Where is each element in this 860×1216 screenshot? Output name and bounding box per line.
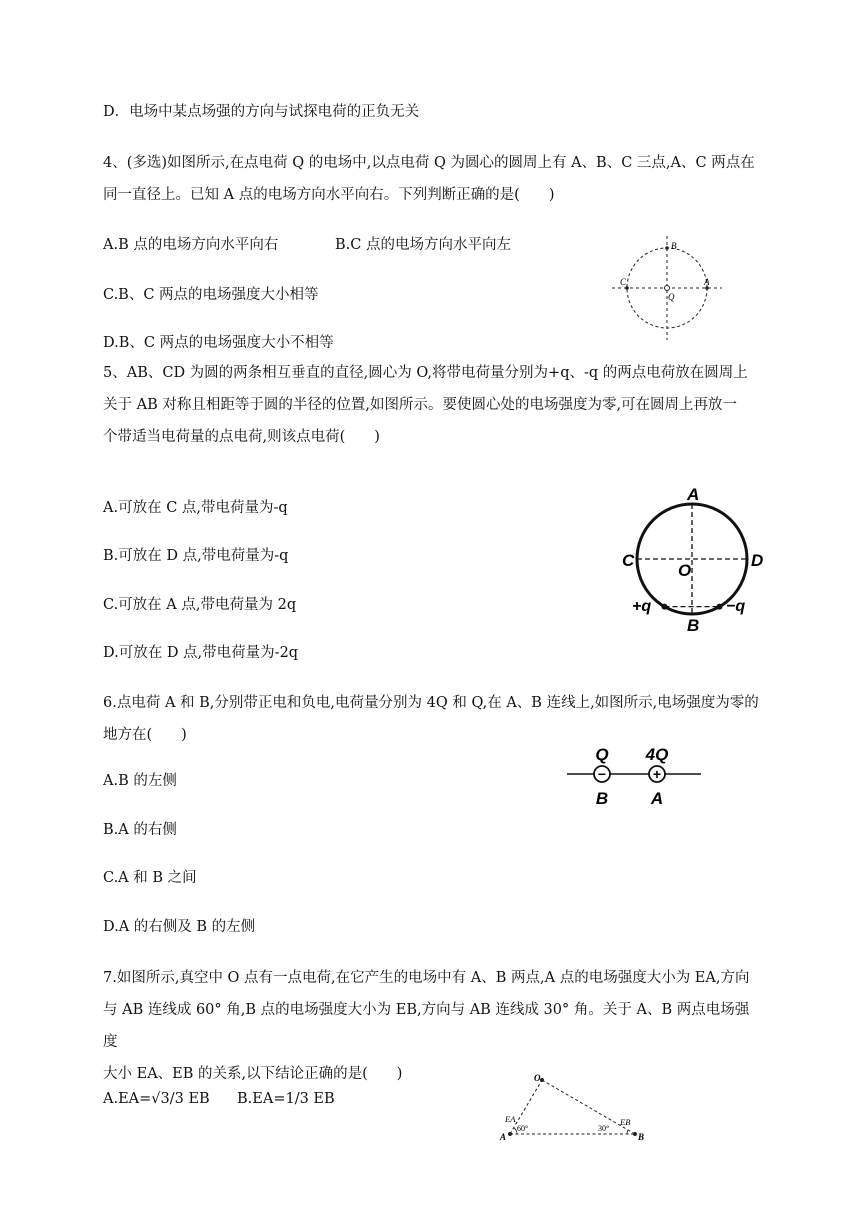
q4-option-d: D.B、C 两点的电场强度大小不相等 [103,335,334,351]
q5-label-c: C [622,551,635,570]
q7-angle-60: 60° [517,1124,529,1133]
q7-stem-line3: 大小 EA、EB 的关系,以下结论正确的是( ) [103,1066,403,1082]
q7-stem [103,962,763,1090]
q5-option-b: B.可放在 D 点,带电荷量为-q [103,548,289,564]
q5-stem-line2: 关于 AB 对称且相距等于圆的半径的位置,如图所示。要使圆心处的电场强度为零,可在圆周上再放一 [103,397,738,413]
q5-stem-line1: 5、AB、CD 为圆的两条相互垂直的直径,圆心为 O,将带电荷量分别为+q、-q 的两点电荷放在圆周上 [103,365,748,381]
q5-label-minus-q: −q [726,598,746,615]
q4-stem-line1: 4、(多选)如图所示,在点电荷 Q 的电场中,以点电荷 Q 为圆心的圆周上有 A、B、C 三点,A、C 两点在 [103,155,755,171]
q4-label-b: B [671,241,677,251]
q6-option-b: B.A 的右侧 [103,822,177,838]
q6-stem-line2: 地方在( ) [103,727,187,743]
q5-option-d: D.可放在 D 点,带电荷量为-2q [103,645,299,661]
q7-label-o: O [534,1073,541,1083]
q7-label-ea: EA [505,1114,516,1124]
q5-figure [612,484,772,636]
q6-label-a: A [650,789,664,808]
q7-point-b [633,1132,637,1136]
q6-stem-line1: 6.点电荷 A 和 B,分别带正电和负电,电荷量分别为 4Q 和 Q,在 A、B 连线上,如图所示,电场强度为零的 [103,695,759,711]
q7-point-o [540,1078,544,1082]
q6-option-d: D.A 的右侧及 B 的左侧 [103,919,256,935]
q4-option-c: C.B、C 两点的电场强度大小相等 [103,287,319,303]
q6-label-q: Q [595,745,609,764]
q7-option-b: B.EA=1/3 EB [237,1091,335,1107]
q4-figure [608,232,726,344]
q6-label-4q: 4Q [645,745,669,764]
q4-point-b [665,246,669,250]
q5-label-plus-q: +q [632,598,652,615]
q5-charge-plus [662,604,668,610]
q5-label-o: O [678,561,692,580]
q7-stem-line2: 与 AB 连线成 60° 角,B 点的电场强度大小为 EB,方向与 AB 连线成 30° 角。关于 A、B 两点电场强度 [103,1002,750,1050]
q4-label-a: A [704,277,710,287]
q7-label-a: A [500,1132,507,1142]
q6-option-a: A.B 的左侧 [103,773,177,789]
q4-label-c: C [620,277,627,287]
q7-label-b: B [638,1132,645,1142]
q6-figure [565,740,705,808]
q5-label-b: B [687,616,700,635]
q4-stem [103,147,763,211]
q5-option-c: C.可放在 A 点,带电荷量为 2q [103,597,297,613]
q5-stem-line3: 个带适当电荷量的点电荷,则该点电荷( ) [103,429,380,445]
q4-charge-q [665,286,670,291]
q5-option-a: A.可放在 C 点,带电荷量为-q [103,500,288,516]
q5-charge-minus [717,604,723,610]
q6-minus-sign: − [597,766,607,782]
q6-option-c: C.A 和 B 之间 [103,870,197,886]
q4-option-b: B.C 点的电场方向水平向左 [335,237,511,253]
q7-figure [495,1066,655,1146]
q7-stem-line1: 7.如图所示,真空中 O 点有一点电荷,在它产生的电场中有 A、B 两点,A 点的电场强度大小为 EA,方向 [103,970,750,986]
q5-stem [103,357,763,453]
q4-label-q: Q [668,292,675,302]
q4-option-a: A.B 点的电场方向水平向右 [103,237,279,253]
q7-angle-30: 30° [598,1124,610,1133]
q7-point-a [508,1132,512,1136]
q4-stem-line2: 同一直径上。已知 A 点的电场方向水平向右。下列判断正确的是( ) [103,187,555,203]
q6-plus-sign: + [652,766,662,782]
q6-label-b: B [595,789,609,808]
q7-label-eb: EB [620,1117,631,1127]
q5-label-a: A [687,485,700,504]
q7-angle-arc-b [627,1130,628,1134]
q5-label-d: D [751,551,764,570]
q7-option-a: A.EA=√3/3 EB [103,1091,210,1107]
q3-option-d: D．电场中某点场强的方向与试探电荷的正负无关 [103,104,420,120]
